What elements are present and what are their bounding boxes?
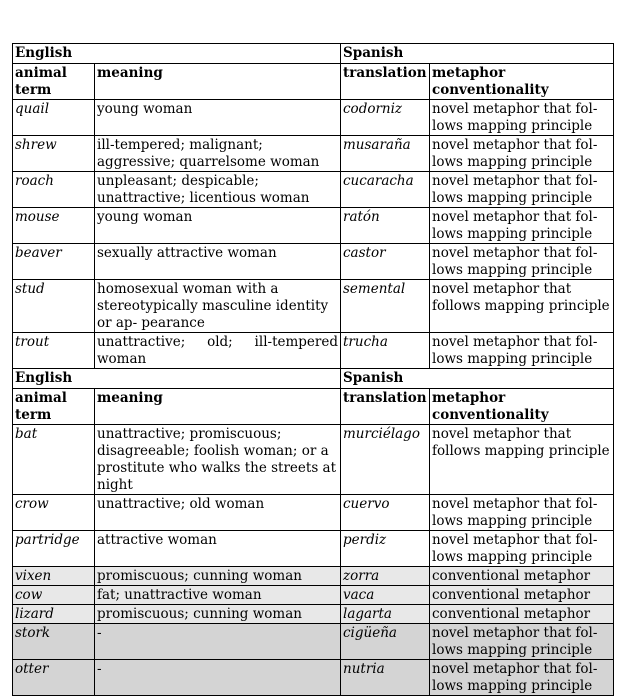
table-row [13, 244, 614, 280]
col-animal-term: animal term [13, 64, 95, 100]
conventionality: novel metaphor that fol- lows mapping principle [430, 531, 614, 567]
animal-term: otter [13, 660, 95, 696]
animal-term: vixen [13, 567, 95, 586]
translation: nutria [341, 660, 430, 696]
meaning: unattractive; promiscuous; disagreeable; foolish woman; or a prostitute who walks the streets at night [95, 425, 341, 495]
meaning: fat; unattractive woman [95, 586, 341, 605]
translation: ratón [341, 208, 430, 244]
table-row [13, 172, 614, 208]
translation: musaraña [341, 136, 430, 172]
animal-metaphor-table [12, 43, 613, 696]
conventionality: novel metaphor that fol- lows mapping principle [430, 208, 614, 244]
conventionality: novel metaphor that fol- lows mapping principle [430, 172, 614, 208]
meaning: unattractive; old woman [95, 495, 341, 531]
translation: zorra [341, 567, 430, 586]
col-meaning: meaning [95, 64, 341, 100]
table-row [13, 100, 614, 136]
table-row [13, 208, 614, 244]
conventionality: conventional metaphor [430, 605, 614, 624]
translation: lagarta [341, 605, 430, 624]
animal-term: lizard [13, 605, 95, 624]
table-row [13, 333, 614, 369]
conventionality: novel metaphor that fol- lows mapping principle [430, 660, 614, 696]
animal-term: stork [13, 624, 95, 660]
animal-term: cow [13, 586, 95, 605]
col-meaning: meaning [95, 389, 341, 425]
meaning: promiscuous; cunning woman [95, 605, 341, 624]
meaning: homosexual woman with a stereotypically masculine identity or ap- pearance [95, 280, 341, 333]
translation: codorniz [341, 100, 430, 136]
meaning: young woman [95, 208, 341, 244]
conventionality: novel metaphor that follows mapping principle [430, 425, 614, 495]
conventionality: novel metaphor that fol- lows mapping principle [430, 333, 614, 369]
conventionality: novel metaphor that fol- lows mapping principle [430, 495, 614, 531]
meaning: promiscuous; cunning woman [95, 567, 341, 586]
meaning: unattractive; old; ill-tempered woman [95, 333, 341, 369]
translation: murciélago [341, 425, 430, 495]
animal-term: mouse [13, 208, 95, 244]
conventionality: novel metaphor that follows mapping principle [430, 280, 614, 333]
conventionality: conventional metaphor [430, 586, 614, 605]
col-translation: translation [341, 64, 430, 100]
col-translation: translation [341, 389, 430, 425]
table-row [13, 280, 614, 333]
translation: castor [341, 244, 430, 280]
translation: perdiz [341, 531, 430, 567]
col-animal-term: animal term [13, 389, 95, 425]
conventionality: novel metaphor that fol- lows mapping principle [430, 100, 614, 136]
conventionality: novel metaphor that fol- lows mapping principle [430, 624, 614, 660]
meaning: sexually attractive woman [95, 244, 341, 280]
animal-term: beaver [13, 244, 95, 280]
col-conventionality: metaphor conventionality [430, 64, 614, 100]
table-row [13, 136, 614, 172]
col-conventionality: metaphor conventionality [430, 389, 614, 425]
spanish-header: Spanish [341, 44, 614, 64]
english-header: English [13, 369, 341, 389]
table-row [13, 660, 614, 696]
table-row [13, 531, 614, 567]
meaning: attractive woman [95, 531, 341, 567]
meaning: ill-tempered; malignant; aggressive; quarrelsome woman [95, 136, 341, 172]
meaning: - [95, 624, 341, 660]
column-header-row [13, 389, 614, 425]
translation: semental [341, 280, 430, 333]
animal-term: quail [13, 100, 95, 136]
translation: trucha [341, 333, 430, 369]
section-header-row [13, 44, 614, 64]
animal-term: shrew [13, 136, 95, 172]
conventionality: novel metaphor that fol- lows mapping principle [430, 136, 614, 172]
translation: cucaracha [341, 172, 430, 208]
animal-term: roach [13, 172, 95, 208]
table-row [13, 425, 614, 495]
animal-term: partridge [13, 531, 95, 567]
animal-term: bat [13, 425, 95, 495]
table-row [13, 495, 614, 531]
animal-term: trout [13, 333, 95, 369]
meaning: unpleasant; despicable; unattractive; licentious woman [95, 172, 341, 208]
table-row [13, 624, 614, 660]
metaphor-table [12, 43, 614, 696]
animal-term: stud [13, 280, 95, 333]
table-row [13, 586, 614, 605]
conventionality: novel metaphor that fol- lows mapping principle [430, 244, 614, 280]
animal-term: crow [13, 495, 95, 531]
english-header: English [13, 44, 341, 64]
column-header-row [13, 64, 614, 100]
meaning: young woman [95, 100, 341, 136]
table-row [13, 605, 614, 624]
translation: cigüeña [341, 624, 430, 660]
conventionality: conventional metaphor [430, 567, 614, 586]
translation: cuervo [341, 495, 430, 531]
table-row [13, 567, 614, 586]
translation: vaca [341, 586, 430, 605]
spanish-header: Spanish [341, 369, 614, 389]
meaning: - [95, 660, 341, 696]
section-header-row [13, 369, 614, 389]
